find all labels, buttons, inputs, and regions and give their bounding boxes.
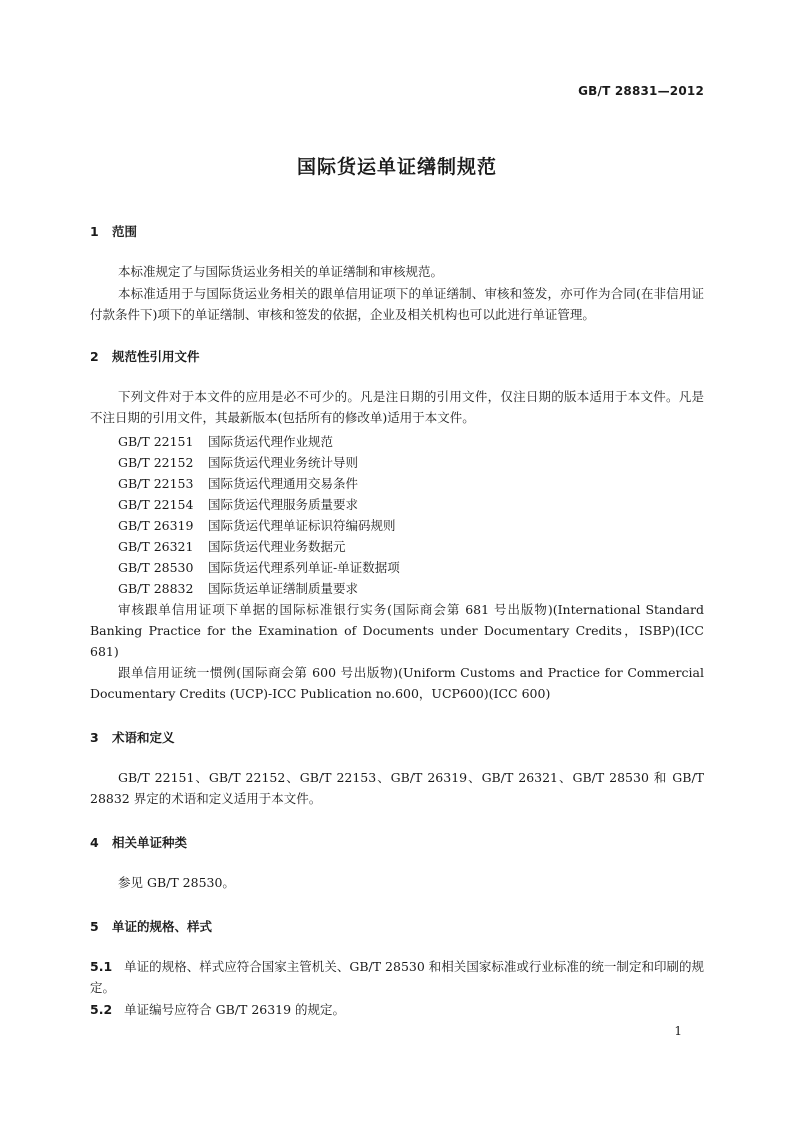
section-number: 5 — [90, 919, 99, 934]
section-4-paragraph: 参见 GB/T 28530。 — [118, 875, 235, 890]
section-1-heading — [90, 222, 137, 240]
reference-code: GB/T 22151 — [118, 434, 194, 449]
clause-text: 单证编号应符合 GB/T 26319 的规定。 — [124, 1002, 346, 1017]
reference-code: GB/T 22154 — [118, 497, 194, 512]
reference-item — [118, 558, 400, 576]
reference-item — [118, 495, 358, 513]
reference-title: 国际货运代理业务数据元 — [208, 539, 346, 554]
reference-title: 国际货运代理单证标识符编码规则 — [208, 518, 396, 533]
section-number: 1 — [90, 224, 99, 239]
section-title: 范围 — [112, 224, 138, 239]
section-title: 单证的规格、样式 — [112, 919, 213, 934]
reference-item — [118, 516, 396, 534]
section-title: 相关单证种类 — [112, 835, 188, 850]
standard-code: GB/T 28831—2012 — [578, 84, 704, 98]
reference-title: 国际货运单证缮制质量要求 — [208, 581, 359, 596]
section-1-paragraph-1: 本标准规定了与国际货运业务相关的单证缮制和审核规范。 — [118, 264, 444, 279]
reference-code: GB/T 22153 — [118, 476, 194, 491]
document-title: 国际货运单证缮制规范 — [296, 156, 497, 178]
reference-item — [118, 474, 358, 492]
section-2-intro: 下列文件对于本文件的应用是必不可少的。凡是注日期的引用文件，仅注日期的版本适用于本文件。凡是不注日期的引用文件，其最新版本(包括所有的修改单)适用于本文件。 — [90, 389, 704, 425]
reference-title: 国际货运代理系列单证-单证数据项 — [208, 560, 400, 575]
reference-code: GB/T 28530 — [118, 560, 194, 575]
reference-title: 国际货运代理服务质量要求 — [208, 497, 359, 512]
section-1-paragraph-2: 本标准适用于与国际货运业务相关的跟单信用证项下的单证缮制、审核和签发，亦可作为合同(在非信用证付款条件下)项下的单证缮制、审核和签发的依据，企业及相关机构也可以此进行单证管理。 — [90, 286, 704, 322]
section-3-heading — [90, 728, 175, 746]
section-number: 4 — [90, 835, 99, 850]
reference-isbp: 审核跟单信用证项下单据的国际标准银行实务(国际商会第 681 号出版物)(International Standard Banking Practice for the Examination of Documents under Documentary Credits，ISBP)(ICC 681) — [90, 602, 704, 659]
reference-item — [118, 579, 358, 597]
section-5-heading — [90, 917, 212, 935]
reference-code: GB/T 22152 — [118, 455, 194, 470]
section-2-heading — [90, 347, 200, 365]
section-title: 术语和定义 — [112, 730, 175, 745]
reference-title: 国际货运代理通用交易条件 — [208, 476, 359, 491]
section-4-heading — [90, 833, 187, 851]
reference-item — [118, 537, 346, 555]
reference-title: 国际货运代理业务统计导则 — [208, 455, 359, 470]
reference-item — [118, 432, 333, 450]
clause-number: 5.1 — [90, 959, 113, 974]
clause-text: 单证的规格、样式应符合国家主管机关、GB/T 28530 和相关国家标准或行业标准的统一制定和印刷的规定。 — [90, 959, 704, 995]
section-number: 3 — [90, 730, 99, 745]
reference-code: GB/T 28832 — [118, 581, 194, 596]
section-title: 规范性引用文件 — [112, 349, 200, 364]
reference-item — [118, 453, 358, 471]
reference-ucp: 跟单信用证统一惯例(国际商会第 600 号出版物)(Uniform Customs and Practice for Commercial Documentary Credits (UCP)-ICC Publication no.600，UCP600)(ICC 600) — [90, 665, 704, 701]
clause-number: 5.2 — [90, 1002, 113, 1017]
reference-code: GB/T 26319 — [118, 518, 194, 533]
clause-5-2 — [90, 999, 704, 1020]
reference-title: 国际货运代理作业规范 — [208, 434, 334, 449]
section-number: 2 — [90, 349, 99, 364]
section-3-paragraph: GB/T 22151、GB/T 22152、GB/T 22153、GB/T 26319、GB/T 26321、GB/T 28530 和 GB/T 28832 界定的术语和定义适用于本文件。 — [90, 770, 704, 806]
page-number: 1 — [674, 1024, 682, 1038]
reference-code: GB/T 26321 — [118, 539, 194, 554]
clause-5-1 — [90, 956, 704, 998]
